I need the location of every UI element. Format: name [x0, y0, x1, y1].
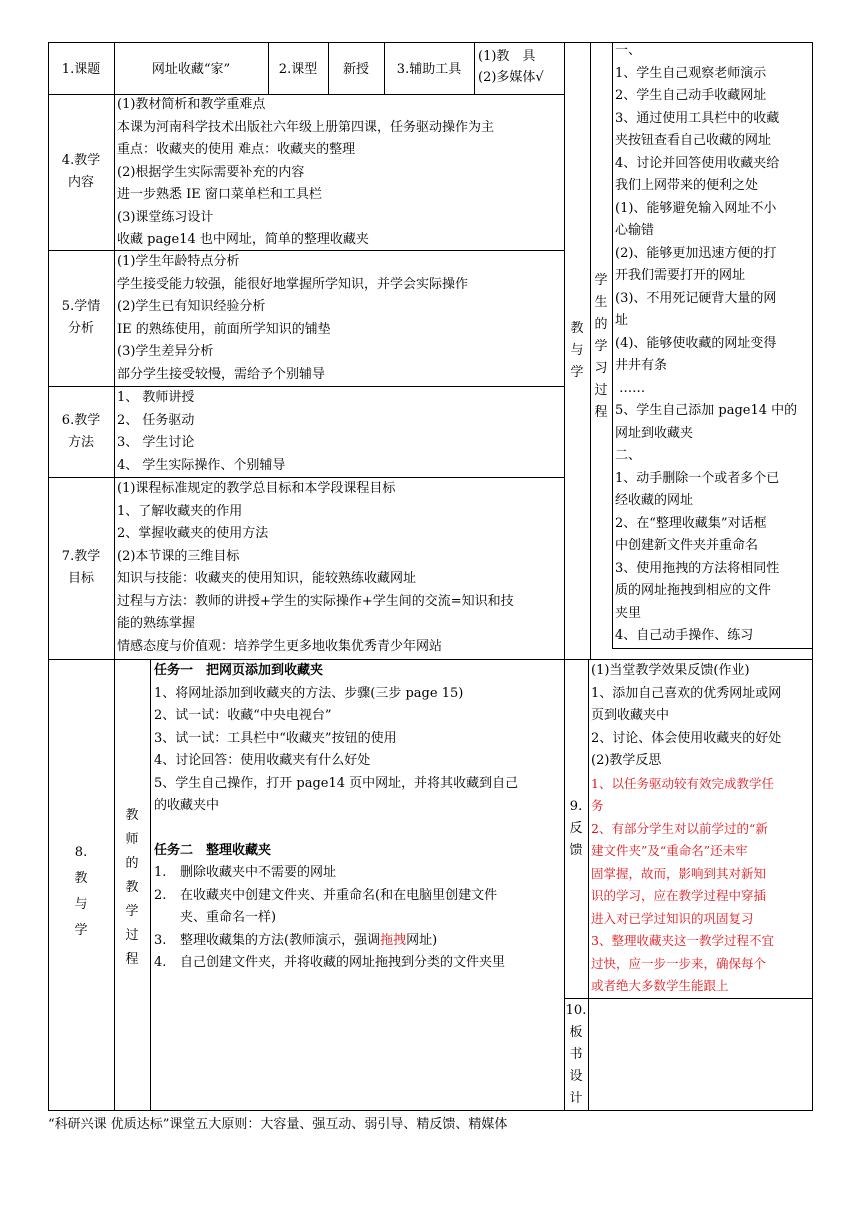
teaching-content-text: (1)教材简析和教学重难点 本课为河南科学技术出版社六年级上册第四课，任务驱动操作为主 重点：收藏夹的使用 难点：收藏夹的整理 (2)根据学生实际需要补充的内容 进一步熟悉 IE 窗口菜单栏和工具栏 (3)课堂练习设计 收藏 page14 也中网址，简单的整理收藏夹	[117, 97, 495, 247]
student-process-text: 一、 1、学生自己观察老师演示 2、学生自己动手收藏网址 3、通过使用工具栏中的收藏 夹按钮查看自己收藏的网址 4、讨论并回答使用收藏夹给 我们上网带来的便利之处 (1)、能够避免输入网址不小 心输错 (2)、能够更加迅速方便的打 开我们需要打开的网址 (3)、不用死记硬背大量的网 址 (4)、能够使收藏的网址变得 井井有条 …… 5、学生自己添加 page14 中的 网址到收藏夹 二、 1、动手删除一个或者多个已 经收藏的网址 2、在“整理收藏集”对话框 中创建新文件夹并重命名 3、使用拖拽的方法将相同性 质的网址拖拽到相应的文件 夹里 4、自己动手操作、练习	[615, 43, 798, 643]
lesson-type-value: 新授	[342, 62, 369, 77]
footer-principles: “科研兴课 优质达标”课堂五大原则：大容量、强互动、弱引导、精反馈、精媒体	[48, 1117, 508, 1132]
aids-label: 3.辅助工具	[396, 62, 462, 77]
reflection-text: 1、以任务驱动较有效完成教学任 务 2、有部分学生对以前学过的“新 建文件夹”及“重命名”还未牢 固掌握，故而，影响到其对新知 识的学习，应在教学过程中穿插 进入对已学过知识的巩固复习 3、整理收藏夹这一教学过程不宜 过快，应一步一步来，确保每个 或者绝大多数学生能跟上	[591, 775, 774, 993]
teaching-method-label: 6.教学 方法	[61, 413, 101, 450]
task2-title: 任务二 整理收藏夹	[154, 842, 272, 858]
student-process-label: 学 生 的 学 习 过 程	[594, 273, 608, 420]
aids-options	[478, 46, 564, 88]
lesson-title-value: 网址收藏“家”	[151, 62, 231, 77]
task1-title: 任务一 把网页添加到收藏夹	[154, 663, 324, 678]
drag-highlight: 拖拽	[380, 932, 407, 948]
teaching-method-text: 1、 教师讲授 2、 任务驱动 3、 学生讨论 4、 学生实际操作、个别辅导	[117, 390, 286, 473]
teaching-goal-text: (1)课程标准规定的教学总目标和本学段课程目标 1、了解收藏夹的作用 2、掌握收藏夹的使用方法 (2)本节课的三维目标 知识与技能：收藏夹的使用知识，能较熟练收藏网址 过程与方法：教师的讲授+学生的实际操作+学生间的交流=知识和技 能的熟练掌握 情感态度与价值观：培养学生更多地收集优秀青少年网站	[117, 481, 514, 654]
student-analysis-text: (1)学生年龄特点分析 学生接受能力较强，能很好地掌握所学知识，并学会实际操作 (2)学生已有知识经验分析 IE 的熟练使用，前面所学知识的铺垫 (3)学生差异分析 部分学生接受较慢，需给予个别辅导	[117, 254, 469, 382]
teacher-process-text: 任务一 把网页添加到收藏夹 1、将网址添加到收藏夹的方法、步骤(三步 page 15) 2、试一试：收藏“中央电视台” 3、试一试：工具栏中“收藏夹”按钮的使用 4、讨论回答：使用收藏夹有什么好处 5、学生自己操作，打开 page14 页中网址，并将其收藏到自己 的收藏夹中 任务二 整理收藏夹 1. 删除收藏夹中不需要的网址 2. 在收藏夹中创建文件夹、并重命名(和在电脑里创建文件 夹、重命名一样) 3. 整理收藏集的方法(教师演示，强调拖拽网址) 4. 自己创建文件夹，并将收藏的网址拖拽到分类的文件夹里	[154, 660, 586, 975]
board-design-label: 10. 板 书 设 计	[565, 1003, 587, 1106]
teacher-process-label: 教 师 的 教 学 过 程	[125, 808, 139, 967]
aids-option-multimedia: (2)多媒体√	[478, 70, 544, 85]
teaching-goal-label: 7.教学 目标	[61, 549, 101, 586]
lesson-type-label: 2.课型	[278, 62, 318, 77]
student-analysis-label: 5.学情 分析	[61, 299, 101, 336]
lesson-title-label: 1.课题	[61, 62, 101, 77]
teaching-content-label: 4.教学 内容	[61, 153, 101, 190]
feedback-text: (1)当堂教学效果反馈(作业) 1、添加自己喜欢的优秀网址或网 页到收藏夹中 2、讨论、体会使用收藏夹的好处 (2)教学反思 1、以任务驱动较有效完成教学任 务 2、有部分学生对以前学过的“新 建文件夹”及“重命名”还未牢 固掌握，故而，影响到其对新知 识的学习，应在教学过程中穿插 进入对已学过知识的巩固复习 3、整理收藏夹这一教学过程不宜 过快，应一步一步来，确保每个 或者绝大多数学生能跟上	[591, 660, 813, 998]
aids-option-tools: (1)教 具	[478, 49, 536, 64]
feedback-label: 9. 反 馈	[569, 799, 583, 858]
teach-and-learn-label: 教 与 学	[570, 321, 584, 380]
section8-label: 8. 教 与 学	[74, 845, 88, 938]
